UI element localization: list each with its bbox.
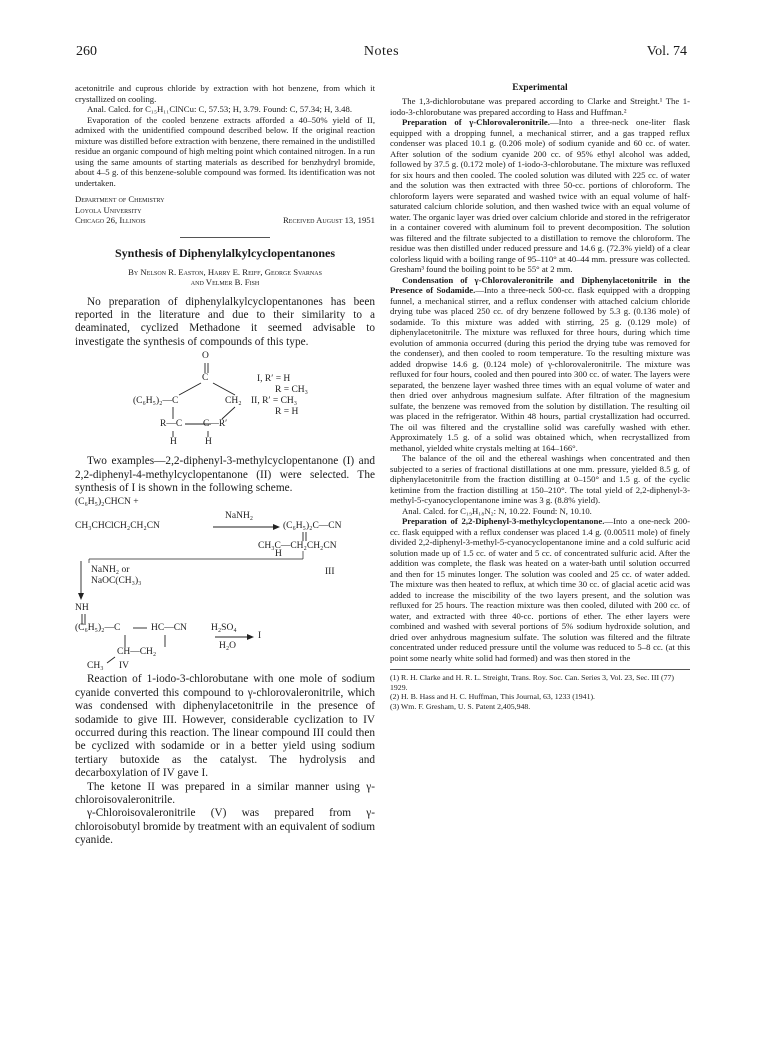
diphenyl-carbon: (C₆H₅)₂—C — [133, 396, 179, 407]
paragraph: acetonitrile and cuprous chloride by extraction with hot benzene, from which it crystallized on cooling. — [75, 83, 375, 104]
reactant-2: CH₃CHClCH₂CH₂CN — [75, 521, 160, 532]
footnote-divider — [390, 669, 690, 670]
carbonyl-carbon: C — [202, 373, 209, 384]
city: Chicago 26, Illinois — [75, 215, 146, 225]
procedure-heading: Preparation of 2,2-Diphenyl-3-methylcyclopentanone. — [402, 516, 605, 526]
compound-legend: R = CH₃ — [275, 385, 308, 396]
compound-label: III — [325, 567, 335, 578]
volume-label: Vol. 74 — [646, 44, 687, 59]
authors-line: By Nelson R. Easton, Harry E. Reiff, George Svarnas — [128, 266, 322, 277]
reaction-scheme — [75, 497, 375, 673]
section-heading: Experimental — [512, 83, 568, 93]
diphenyl-carbon: (C₆H₅)₂—C — [75, 623, 121, 634]
ring-fragment: CH—CH₂ — [117, 647, 157, 658]
substituted-carbon: R—C — [160, 419, 183, 430]
structure-diagram — [75, 349, 375, 455]
analysis-line: Anal. Calcd. for C₁₅H₁₁ClNCu: C, 57.53; H, 3.79. Found: C, 57.34; H, 3.48. — [87, 104, 353, 114]
procedure-text: —Into a three-neck one-liter flask equipped with a dropping funnel, a mechanical stirrer, and a gas trapped reflux condenser was placed 10.1 g. (0.206 mole) of sodium cyanide and 60 cc. of water. After solution of the sodium cyanide 200 cc. of 95% ethyl alcohol was added, followed by 37.5 g. (0.172 mole) of 1-iodo-3-chlorobutane. The mixture was refluxed for six hours and then cooled. The cooled solution was diluted with 225 cc. of water and the solution was then extracted with three 50-cc. portions of chloroform. The chloroform layers were separated and washed twice with an equal volume of half-saturated calcium chloride solution, and then washed twice with an equal volume of water. The organic layer was dried over calcium chloride and stored in the refrigerator in a container covered with aluminum foil to prevent decomposition. The solution was filtered and the filtrate subjected to a distillation to remove the chloroform. The residue was then distilled under reduced pressure and 14.6 g. (72.3% yield) of a clear colorless liquid with a boiling range of 95–110° at 40–44 mm. pressure was collected. Gresham³ found the boiling point to be 55° at 2 mm. — [390, 117, 690, 274]
procedure-text: —Into a one-neck 200-cc. flask equipped with a reflux condenser was placed 1.4 g. (0.00511 mole) of finely divided 2,2-diphenyl-3-methyl-5-cyanocyclopentanone imine and a cold sulfuric acid solution made up of 1.5 cc. of water and 5 cc. of concentrated sulfuric acid. After the addition was complete, the flask was heated on a water-bath until solution occurred and then for 15 minutes longer. The solution was cooled and 25 cc. of water added. The mixture was then heated to reflux, at which time 30 cc. of glacial acetic acid was added to increase the miscibility of the two layers present, and the solution was refluxed for 25 hours. The reaction mixture was then cooled, diluted with 200 cc. of water, and extracted with three 40-cc. portions of ether. The ether layers were combined and washed with several portions of 5% sodium hydroxide solution, and dried over anhydrous magnesium sulfate. The solution was filtered and the filtrate concentrated under reduced pressure until the volume was reduced to 5–8 cc. (at this point some nearly white solid had formed) and was then stored in the — [390, 516, 690, 663]
affiliation — [75, 194, 375, 226]
procedure-paragraph — [390, 275, 690, 454]
oxygen-atom: O — [202, 351, 209, 362]
compound-legend: I, R′ = H — [257, 374, 291, 385]
methyl-group: CH₃ — [87, 661, 104, 672]
imine-group: NH — [75, 603, 89, 614]
university: Loyola University — [75, 204, 142, 215]
reagent-label: NaNH₂ — [225, 511, 254, 522]
paragraph: Reaction of 1-iodo-3-chlorobutane with one mole of sodium cyanide converted this compound to γ-chlorovaleronitrile, which was condensed with diphenylacetonitrile in the presence of sodamide to give III. However, considerable cyclization to IV occurred during this reaction. The linear compound III could then be cyclized with sodamide or in a better yield using sodium tertiary butoxide as the catalyst. The hydrolysis and decarboxylation of IV gave I. — [75, 673, 375, 780]
product-formula: (C₆H₅)₂C—CN — [283, 521, 342, 532]
paragraph: The 1,3-dichlorobutane was prepared according to Clarke and Streight.¹ The 1-iodo-3-chlorobutane was prepared according to Hass and Huffman.² — [390, 96, 690, 117]
right-column — [390, 83, 690, 711]
page-number: 260 — [76, 44, 97, 59]
condition-label: NaNH₂ or — [91, 565, 130, 576]
section-divider — [180, 237, 270, 238]
paragraph: The balance of the oil and the ethereal washings when concentrated and then subjected to a series of fractional distillations at one mm. pressure, yielded 8.5 g. of diphenylacetonitrile from the fraction distilling at 0–150° and 1.5 g. of the cyclic ketimine from the fraction distilling at 150–210°. The total yield of 2,2-diphenyl-3-methyl-5-cyanocyclopentanone imine was 3 g. (8.8% yield). — [390, 453, 690, 505]
running-head: Notes — [363, 44, 400, 59]
intro-paragraph: No preparation of diphenylalkylcyclopentanones has been reported in the literature and due to their similarity to a deaminated, cyclized Methadone it seemed advisable to investigate the synthesis of compounds of this type. — [75, 295, 375, 348]
procedure-paragraph — [390, 516, 690, 663]
paragraph: Evaporation of the cooled benzene extracts afforded a 40–50% yield of II, admixed with the unidentified compound described below. If the original reaction mixture was distilled before extraction with benzene, there remained in the undistilled residue an organic compound of high melting point which contained nitrogen. In a run using the same amounts of starting materials as described for benzhydryl bromide, about 4–5 g. of this benzene-soluble compound was formed. Its identification was not undertaken. — [75, 114, 375, 188]
running-header — [76, 44, 687, 62]
compound-legend: R = H — [275, 407, 299, 418]
paragraph: Two examples—2,2-diphenyl-3-methylcyclopentanone (I) and 2,2-diphenyl-4-methylcyclopentanone (II) were selected. The synthesis of I is shown in the following scheme. — [75, 455, 375, 494]
footnote: (3) Wm. F. Gresham, U. S. Patent 2,405,948. — [390, 701, 531, 711]
product-formula: CH₃C—CH₂CH₂CN — [258, 541, 337, 552]
cyano-carbon: HC—CN — [151, 623, 187, 634]
authors-line: and Velmer B. Fish — [190, 277, 260, 287]
article-title: Synthesis of Diphenylalkylcyclopentanones — [114, 245, 336, 260]
compound-legend: II, R′ = CH₃ — [251, 396, 298, 407]
reactant-1: (C₆H₅)₂CHCN + — [75, 497, 139, 508]
left-column — [75, 83, 375, 848]
procedure-heading: Condensation of γ-Chlorovaleronitrile and Diphenylacetonitrile in the Presence of Sodamide. — [390, 274, 690, 295]
paragraph: The ketone II was prepared in a similar manner using γ-chloroisovaleronitrile. — [75, 780, 375, 806]
paragraph: γ-Chloroisovaleronitrile (V) was prepared from γ-chloroisobutyl bromide by treatment with an equivalent of sodium cyanide. — [75, 807, 375, 847]
footnote: (2) H. B. Hass and H. C. Huffman, This Journal, 63, 1233 (1941). — [390, 692, 596, 702]
reagent-label: H₂SO₄ — [211, 623, 237, 634]
hydrogen-atom: H — [275, 549, 282, 560]
procedure-heading: Preparation of γ-Chlorovaleronitrile. — [402, 117, 550, 127]
substituted-carbon: C—R′ — [203, 419, 228, 430]
analysis-line: Anal. Calcd. for C₁₉H₁₈N₂: N, 10.22. Found: N, 10.10. — [402, 505, 592, 516]
received-date: Received August 13, 1951 — [282, 215, 375, 225]
department: Department of Chemistry — [75, 194, 165, 204]
compound-label: I — [258, 631, 262, 642]
procedure-paragraph — [390, 117, 690, 275]
compound-label: IV — [119, 661, 130, 672]
methylene-group: CH₂ — [225, 396, 242, 407]
footnote: (1) R. H. Clarke and H. R. L. Streight, Trans. Roy. Soc. Can. Series 3, Vol. 23, Sec. III (77) 1929. — [390, 673, 674, 692]
hydrogen-atom: H — [205, 437, 212, 448]
condition-label: NaOC(CH₃)₃ — [91, 576, 142, 587]
reagent-label: H₂O — [219, 641, 237, 652]
hydrogen-atom: H — [170, 437, 177, 448]
procedure-text: —Into a three-neck 500-cc. flask equipped with a dropping funnel, a mechanical stirrer, and a reflux condenser with attached calcium chloride drying tube was placed 250 cc. of dry benzene followed by 5.3 g. (0.136 mole) of sodamide. To this mixture was added with stirring, 25 g. (0.129 mole) of diphenylacetonitrile. The mixture was refluxed for three hours, during which time evolution of ammonia occurred (during this period the drying tube was removed for the condenser), and then cooled to room temperature. To the resulting mixture was added dropwise 14.6 g. (0.124 mole) of γ-chlorovaleronitrile. The mixture was refluxed for four hours, cooled and then poured into 300 cc. of water. The layers were separated, the benzene layer washed three times with an equal volume of water and then dried over anhydrous magnesium sulfate. After filtration of the magnesium sulfate, the benzene was removed from the solution by distillation. The resulting oil was placed in the refrigerator. Within 48 hours, partial crystallization had occurred. The oil was filtered and the crystalline solid was carefully washed with ether. Approximately 1.5 g. of a solid was obtained which, when recrystallized from methanol, yielded white crystals melting at 164–166°. — [390, 285, 690, 453]
